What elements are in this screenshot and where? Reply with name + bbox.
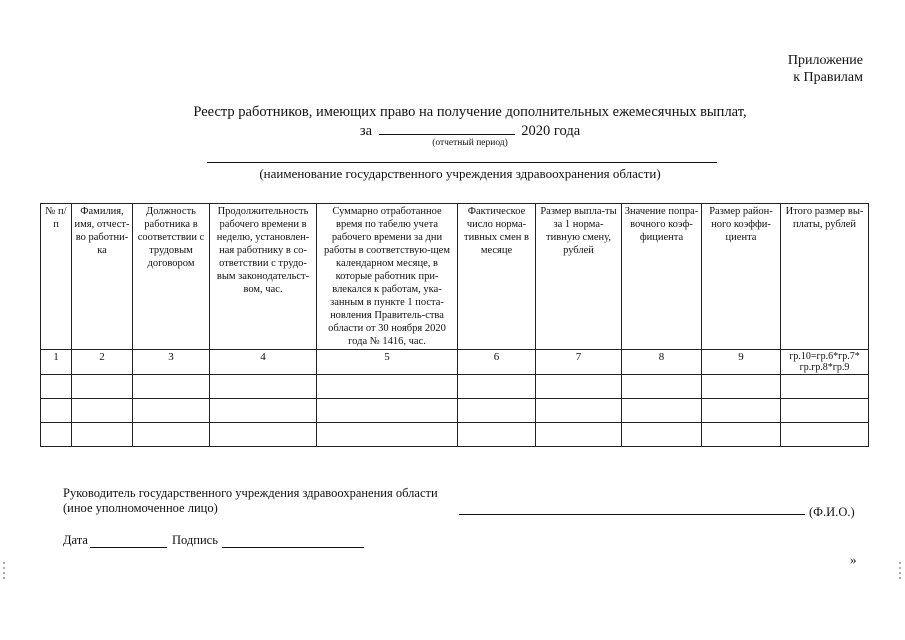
table-row bbox=[41, 375, 869, 399]
table-cell[interactable] bbox=[72, 423, 133, 447]
scan-edge-mark-right bbox=[899, 562, 901, 580]
fio-blank-line bbox=[459, 514, 805, 515]
appendix-line-1: Приложение bbox=[787, 53, 863, 68]
table-cell[interactable] bbox=[536, 375, 622, 399]
table-cell[interactable] bbox=[72, 399, 133, 423]
period-blank-field bbox=[379, 121, 515, 135]
table-cell[interactable] bbox=[210, 399, 317, 423]
table-cell[interactable] bbox=[210, 423, 317, 447]
date-blank-line bbox=[90, 547, 167, 548]
table-cell[interactable] bbox=[41, 423, 72, 447]
column-number: 1 bbox=[41, 350, 72, 375]
column-number: 2 bbox=[72, 350, 133, 375]
signature-blank-line bbox=[222, 547, 364, 548]
signatory-line-2: (иное уполномоченное лицо) bbox=[63, 501, 218, 515]
header-cell-2: Фамилия, имя, отчест-во работни-ка bbox=[72, 204, 133, 350]
header-cell-3: Должность работника в соответствии с трудовым договором bbox=[133, 204, 210, 350]
table-cell[interactable] bbox=[702, 375, 781, 399]
table-cell[interactable] bbox=[458, 423, 536, 447]
table-cell[interactable] bbox=[781, 423, 869, 447]
total-formula: гр.10=гр.6*гр.7* гр.гр.8*гр.9 bbox=[781, 350, 869, 375]
table-cell[interactable] bbox=[317, 423, 458, 447]
scan-edge-mark-left bbox=[3, 562, 5, 580]
document-title: Реестр работников, имеющих право на получение дополнительных ежемесячных выплат, bbox=[193, 104, 747, 120]
column-number: 7 bbox=[536, 350, 622, 375]
table-cell[interactable] bbox=[41, 399, 72, 423]
registry-table bbox=[40, 203, 869, 447]
fio-label: (Ф.И.О.) bbox=[809, 505, 855, 519]
header-cell-7: Размер выпла-ты за 1 норма-тивную смену, рублей bbox=[536, 204, 622, 350]
table-cell[interactable] bbox=[458, 375, 536, 399]
table-header-row bbox=[41, 204, 869, 350]
table-cell[interactable] bbox=[781, 399, 869, 423]
table-cell[interactable] bbox=[781, 375, 869, 399]
period-prefix: за bbox=[359, 123, 373, 139]
header-cell-1: № п/п bbox=[41, 204, 72, 350]
header-cell-10: Итого размер вы-платы, рублей bbox=[781, 204, 869, 350]
column-number: 9 bbox=[702, 350, 781, 375]
table-cell[interactable] bbox=[72, 375, 133, 399]
table-row bbox=[41, 399, 869, 423]
appendix-header bbox=[700, 52, 863, 86]
header-cell-5: Суммарно отработанное время по табелю учета рабочего времени за дни работы в соответствую-щем календарном месяце, в которые работник при-влекался к работам, ука-занным в пункте 1 поста-новления Правитель-ства области от 30 ноября 2020 года № 1416, час. bbox=[317, 204, 458, 350]
date-label: Дата bbox=[63, 533, 88, 547]
table-cell[interactable] bbox=[458, 399, 536, 423]
org-name-caption: (наименование государственного учреждения здравоохранения области) bbox=[259, 166, 661, 181]
table-cell[interactable] bbox=[133, 375, 210, 399]
table-cell[interactable] bbox=[622, 375, 702, 399]
table-cell[interactable] bbox=[622, 423, 702, 447]
table-row bbox=[41, 423, 869, 447]
column-number-row bbox=[41, 350, 869, 375]
header-cell-9: Размер район-ного коэффи-циента bbox=[702, 204, 781, 350]
closing-quote-mark: » bbox=[850, 552, 857, 567]
column-number: 8 bbox=[622, 350, 702, 375]
period-suffix: 2020 года bbox=[521, 123, 581, 139]
table-cell[interactable] bbox=[536, 423, 622, 447]
signature-label: Подпись bbox=[172, 533, 218, 547]
table-cell[interactable] bbox=[133, 399, 210, 423]
table-cell[interactable] bbox=[133, 423, 210, 447]
table-cell[interactable] bbox=[210, 375, 317, 399]
table-cell[interactable] bbox=[622, 399, 702, 423]
table-cell[interactable] bbox=[536, 399, 622, 423]
header-cell-6: Фактическое число норма-тивных смен в месяце bbox=[458, 204, 536, 350]
header-cell-8: Значение попра-вочного коэф-фициента bbox=[622, 204, 702, 350]
table-cell[interactable] bbox=[702, 423, 781, 447]
column-number: 5 bbox=[317, 350, 458, 375]
table-cell[interactable] bbox=[702, 399, 781, 423]
signatory-title bbox=[63, 486, 483, 516]
table-cell[interactable] bbox=[317, 375, 458, 399]
column-number: 4 bbox=[210, 350, 317, 375]
appendix-line-2: к Правилам bbox=[793, 70, 863, 85]
column-number: 6 bbox=[458, 350, 536, 375]
header-cell-4: Продолжительность рабочего времени в неделю, установлен-ная работнику в со-ответствии с трудо-вым законодательст-вом, час. bbox=[210, 204, 317, 350]
signatory-line-1: Руководитель государственного учреждения здравоохранения области bbox=[63, 486, 438, 500]
table-cell[interactable] bbox=[317, 399, 458, 423]
table-cell[interactable] bbox=[41, 375, 72, 399]
org-name-blank-line bbox=[207, 162, 717, 163]
period-note: (отчетный период) bbox=[432, 138, 508, 148]
column-number: 3 bbox=[133, 350, 210, 375]
